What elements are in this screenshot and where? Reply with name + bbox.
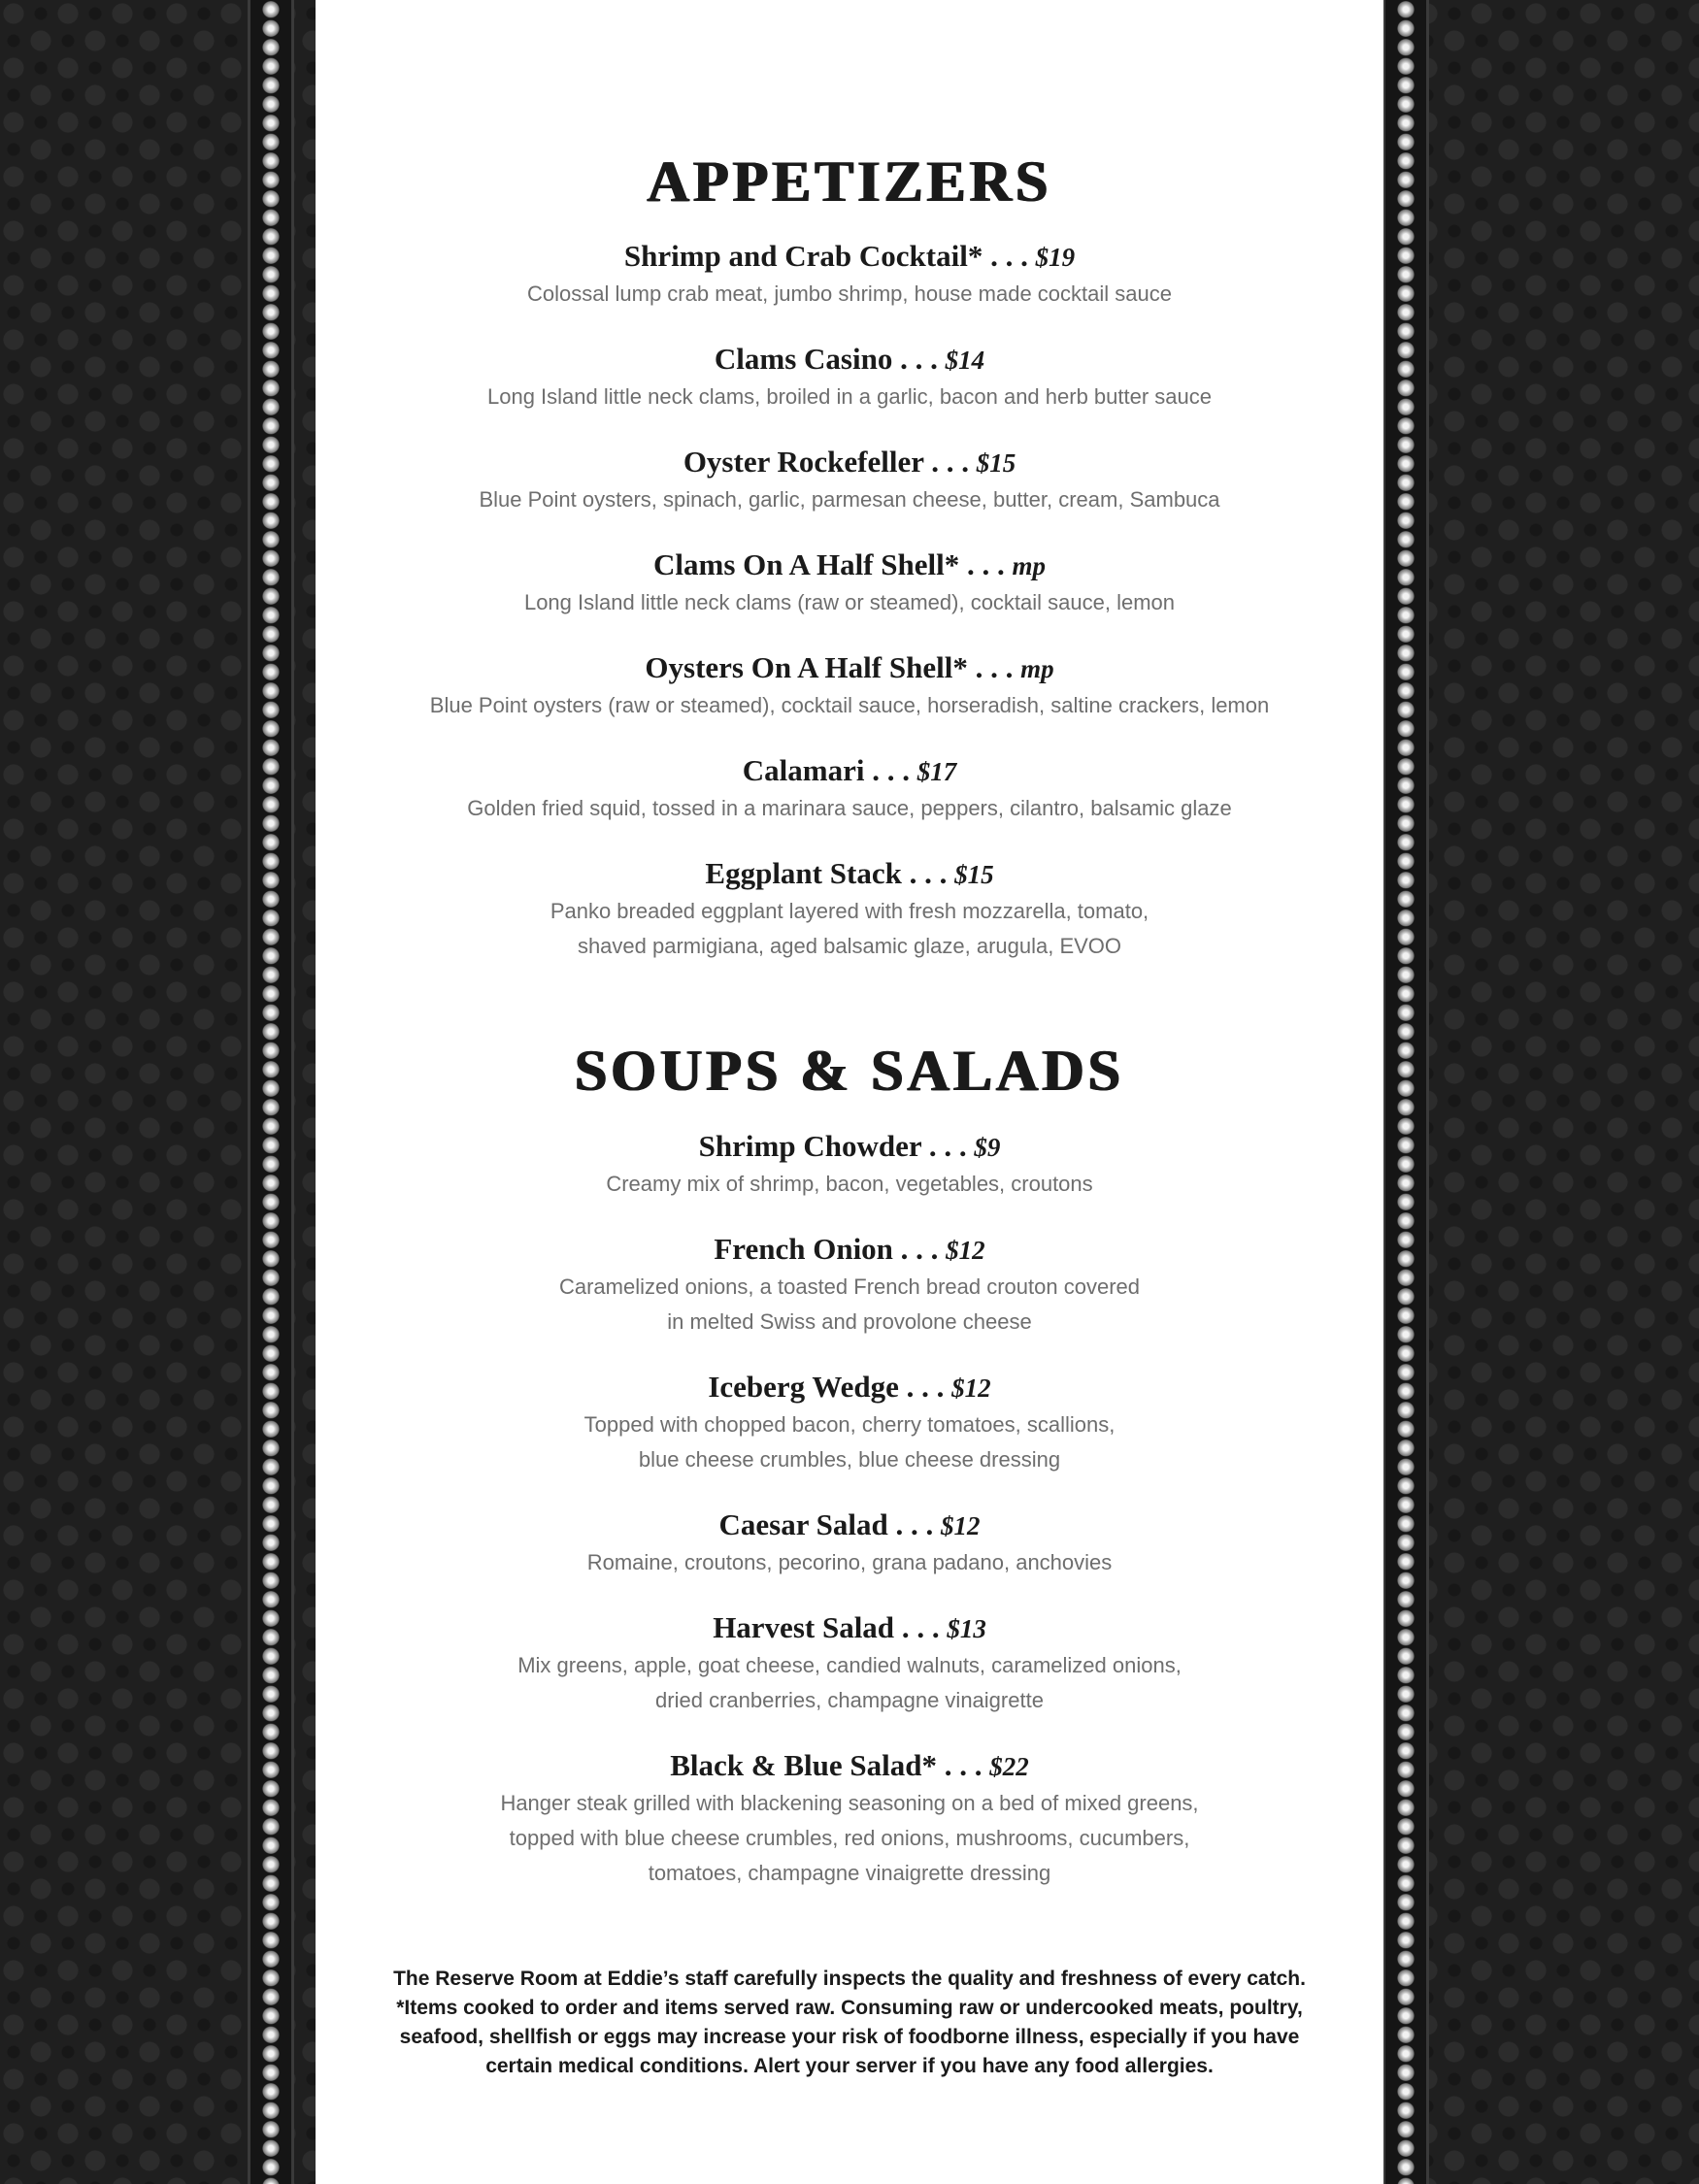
item-price: $9 xyxy=(974,1133,1001,1162)
appetizers-heading: APPETIZERS xyxy=(647,149,1052,214)
soups-salads-heading: SOUPS & SALADS xyxy=(574,1039,1125,1103)
item-separator: . . . xyxy=(892,1232,947,1266)
menu-item xyxy=(316,1608,1383,1746)
item-separator: . . . xyxy=(887,1507,941,1541)
item-description: Colossal lump crab meat, jumbo shrimp, house made cocktail sauce xyxy=(527,281,1172,306)
menu-item xyxy=(316,1127,1383,1230)
item-name: Clams On A Half Shell* xyxy=(653,547,960,581)
item-name: Shrimp and Crab Cocktail* xyxy=(623,239,983,273)
item-separator: . . . xyxy=(864,753,917,787)
item-separator: . . . xyxy=(901,856,955,890)
item-name: Oysters On A Half Shell* xyxy=(645,650,968,684)
menu-item xyxy=(316,443,1383,546)
menu-item xyxy=(316,1230,1383,1368)
item-price: $13 xyxy=(947,1614,986,1643)
left-beaded-border xyxy=(248,0,294,2184)
disclaimer-line: certain medical conditions. Alert your server if you have any food allergies. xyxy=(485,2055,1214,2077)
item-description: Topped with chopped bacon, cherry tomatoes, scallions, blue cheese crumbles, blue cheese dressing xyxy=(583,1412,1116,1472)
item-separator: . . . xyxy=(937,1748,990,1782)
soups-salads-list xyxy=(316,1127,1383,1891)
item-price: $22 xyxy=(989,1752,1029,1781)
item-separator: . . . xyxy=(898,1370,952,1404)
item-description: Long Island little neck clams (raw or steamed), cocktail sauce, lemon xyxy=(523,590,1176,614)
item-separator: . . . xyxy=(894,1610,948,1644)
item-description: Romaine, croutons, pecorino, grana padano, anchovies xyxy=(586,1550,1113,1574)
disclaimer-line: The Reserve Room at Eddie’s staff carefully inspects the quality and freshness of every catch. xyxy=(393,1968,1306,1990)
item-price: $17 xyxy=(916,757,957,786)
item-price: $12 xyxy=(946,1236,985,1265)
item-price: $19 xyxy=(1035,243,1076,272)
item-description: Blue Point oysters, spinach, garlic, parmesan cheese, butter, cream, Sambuca xyxy=(479,487,1220,512)
item-price: $15 xyxy=(976,448,1016,478)
item-price: $14 xyxy=(945,346,985,375)
item-name: Black & Blue Salad* xyxy=(670,1748,937,1782)
right-beaded-border xyxy=(1383,0,1429,2184)
item-name: Caesar Salad xyxy=(718,1507,888,1541)
item-description: Long Island little neck clams, broiled in a garlic, bacon and herb butter sauce xyxy=(487,384,1212,409)
item-name: Iceberg Wedge xyxy=(708,1370,899,1404)
disclaimer-line: seafood, shellfish or eggs may increase your risk of foodborne illness, especially if you have xyxy=(399,2026,1300,2048)
item-description: Creamy mix of shrimp, bacon, vegetables, croutons xyxy=(606,1172,1093,1196)
menu-item xyxy=(316,751,1383,854)
item-description: Blue Point oysters (raw or steamed), cocktail sauce, horseradish, saltine crackers, lemon xyxy=(429,693,1270,717)
item-separator: . . . xyxy=(967,650,1021,684)
appetizers-list xyxy=(316,237,1383,964)
menu-page xyxy=(316,0,1383,2184)
menu-item xyxy=(316,648,1383,751)
item-description: Golden fried squid, tossed in a marinara sauce, peppers, cilantro, balsamic glaze xyxy=(467,796,1232,820)
item-price: $12 xyxy=(951,1373,991,1403)
item-separator: . . . xyxy=(923,445,977,479)
item-name: Clams Casino xyxy=(714,342,893,376)
item-separator: . . . xyxy=(983,239,1036,273)
item-name: Oyster Rockefeller xyxy=(683,445,924,479)
item-name: Shrimp Chowder xyxy=(698,1129,922,1163)
menu-item xyxy=(316,237,1383,340)
item-description: Caramelized onions, a toasted French bread crouton covered in melted Swiss and provolone cheese xyxy=(558,1274,1140,1334)
disclaimer-line: *Items cooked to order and items served raw. Consuming raw or undercooked meats, poultry, xyxy=(396,1997,1303,2019)
item-price: $15 xyxy=(954,860,994,889)
item-separator: . . . xyxy=(959,547,1013,581)
item-price: mp xyxy=(1020,654,1054,683)
menu-item xyxy=(316,854,1383,964)
item-price: $12 xyxy=(941,1511,981,1540)
menu-item xyxy=(316,340,1383,443)
item-description: Mix greens, apple, goat cheese, candied walnuts, caramelized onions, dried cranberries, champagne vinaigrette xyxy=(517,1653,1182,1712)
item-description: Hanger steak grilled with blackening seasoning on a bed of mixed greens, topped with blue cheese crumbles, red onions, mushrooms, cucumbers, tomatoes, champagne vinaigrette dressing xyxy=(500,1791,1199,1885)
item-name: Harvest Salad xyxy=(713,1610,895,1644)
item-name: Eggplant Stack xyxy=(705,856,902,890)
item-name: French Onion xyxy=(714,1232,893,1266)
item-separator: . . . xyxy=(921,1129,975,1163)
item-name: Calamari xyxy=(742,753,865,787)
menu-item xyxy=(316,1746,1383,1891)
item-price: mp xyxy=(1012,551,1046,580)
menu-item xyxy=(316,1368,1383,1506)
allergy-disclaimer xyxy=(374,1965,1325,2081)
menu-item xyxy=(316,546,1383,648)
menu-item xyxy=(316,1506,1383,1608)
item-separator: . . . xyxy=(892,342,946,376)
item-description: Panko breaded eggplant layered with fresh mozzarella, tomato, shaved parmigiana, aged balsamic glaze, arugula, EVOO xyxy=(550,899,1149,958)
